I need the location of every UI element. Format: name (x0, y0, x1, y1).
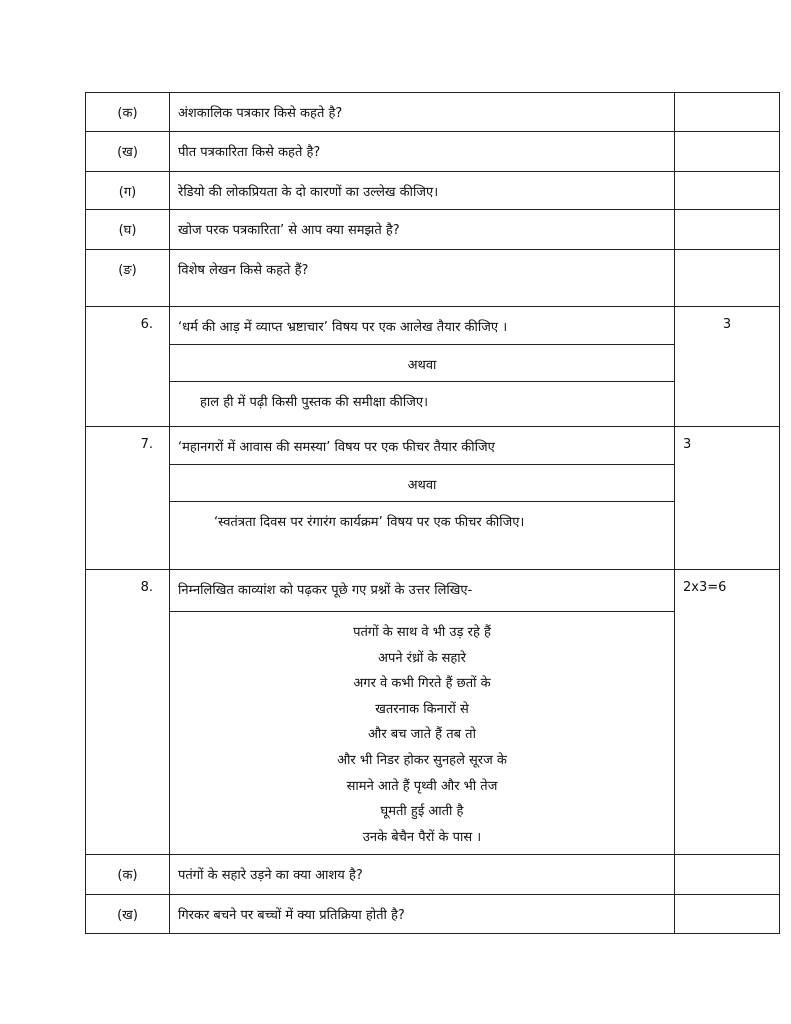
poem-line: घूमती हुई आती है (380, 804, 464, 820)
alternative-question-text: ‘स्वतंत्रता दिवस पर रंगारंग कार्यक्रम’ विषय पर एक फीचर कीजिए। (170, 502, 675, 570)
poem-line: और बच जाते हैं तब तो (368, 727, 476, 743)
marks-value: 2x3=6 (675, 570, 780, 855)
question-number: (ख) (86, 132, 170, 172)
question-row (86, 172, 780, 210)
question-number: 8. (86, 570, 170, 855)
question-number: (ग) (86, 172, 170, 210)
question-number: (क) (86, 855, 170, 895)
or-label: अथवा (170, 465, 675, 502)
question-text: गिरकर बचने पर बच्चों में क्या प्रतिक्रिया होती है? (170, 895, 675, 934)
marks-cell (675, 93, 780, 132)
marks-cell (675, 172, 780, 210)
question-text: ‘धर्म की आड़ में व्याप्त भ्रष्टाचार’ विषय पर एक आलेख तैयार कीजिए । (170, 307, 675, 345)
marks-cell (675, 895, 780, 934)
question-text: ‘महानगरों में आवास की समस्या’ विषय पर एक फीचर तैयार कीजिए (170, 427, 675, 465)
poem-line: अपने रंध्रों के सहारे (378, 650, 466, 666)
question-number: 7. (86, 427, 170, 570)
question-text: पीत पत्रकारिता किसे कहते है? (170, 132, 675, 172)
marks-value: 3 (675, 307, 780, 427)
poem-line: सामने आते हैं पृथ्वी और भी तेज (346, 778, 498, 794)
question-row-7 (86, 427, 780, 465)
marks-cell (675, 855, 780, 895)
question-text: अंशकालिक पत्रकार किसे कहते है? (170, 93, 675, 132)
question-row (86, 895, 780, 934)
question-text: पतंगों के सहारे उड़ने का क्या आशय है? (170, 855, 675, 895)
poem-line: पतंगों के साथ वे भी उड़ रहे हैं (353, 625, 491, 640)
poem-passage (170, 612, 675, 855)
question-text: विशेष लेखन किसे कहते हैं? (170, 250, 675, 307)
question-row (86, 855, 780, 895)
poem-line: अगर वे कभी गिरते हैं छतों के (353, 676, 491, 692)
question-number: (क) (86, 93, 170, 132)
marks-cell (675, 250, 780, 307)
or-label: अथवा (170, 345, 675, 382)
question-table (85, 92, 780, 934)
marks-cell (675, 210, 780, 250)
question-text: खोज परक पत्रकारिता’ से आप क्या समझते है? (170, 210, 675, 250)
question-number: (घ) (86, 210, 170, 250)
question-text: रेडियो की लोकप्रियता के दो कारणों का उल्लेख कीजिए। (170, 172, 675, 210)
marks-value: 3 (675, 427, 780, 570)
poem-line: उनके बेचैन पैरों के पास । (362, 829, 482, 845)
question-number: 6. (86, 307, 170, 427)
question-number: (ङ) (86, 250, 170, 307)
question-row (86, 250, 780, 307)
question-row-8 (86, 570, 780, 612)
question-number: (ख) (86, 895, 170, 934)
question-row (86, 132, 780, 172)
marks-cell (675, 132, 780, 172)
question-row (86, 210, 780, 250)
alternative-question-text: हाल ही में पढ़ी किसी पुस्तक की समीक्षा कीजिए। (170, 382, 675, 427)
question-row-6 (86, 307, 780, 345)
question-row (86, 93, 780, 132)
poem-line: खतरनाक किनारों से (375, 701, 469, 717)
poem-line: और भी निडर होकर सुनहले सूरज के (337, 752, 507, 768)
question-text: निम्नलिखित काव्यांश को पढ़कर पूछे गए प्रश्नों के उत्तर लिखिए- (170, 570, 675, 612)
